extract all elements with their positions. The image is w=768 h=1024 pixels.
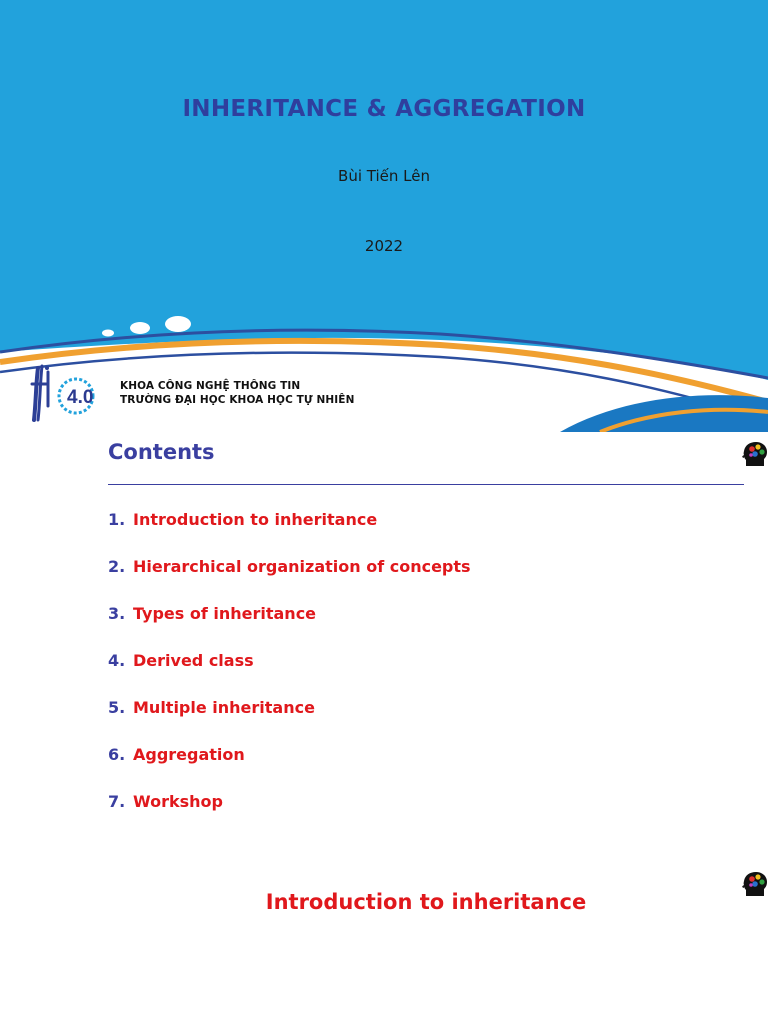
contents-slide (0, 432, 768, 844)
contents-link[interactable]: Workshop (133, 792, 223, 811)
section-slide (0, 844, 768, 1024)
presentation-year: 2022 (364, 237, 404, 255)
faculty-line-1: KHOA CÔNG NGHỆ THÔNG TIN (120, 380, 301, 392)
contents-link[interactable]: Hierarchical organization of concepts (133, 557, 471, 576)
contents-link[interactable]: Multiple inheritance (133, 698, 315, 717)
title-background (0, 0, 768, 432)
heading-divider (108, 484, 744, 485)
list-item[interactable]: 5. Multiple inheritance (108, 698, 315, 717)
list-item[interactable]: 4. Derived class (108, 651, 254, 670)
fit-logo-icon (28, 362, 104, 424)
contents-link[interactable]: Types of inheritance (133, 604, 317, 623)
faculty-line-2: TRƯỜNG ĐẠI HỌC KHOA HỌC TỰ NHIÊN (120, 394, 355, 406)
list-item[interactable]: 2. Hierarchical organization of concepts (108, 557, 471, 576)
author-name: Bùi Tiến Lên (338, 167, 430, 185)
logo-text: 4.0 (67, 387, 94, 408)
list-item[interactable]: 1. Introduction to inheritance (108, 510, 378, 529)
contents-heading: Contents (108, 440, 215, 464)
list-item[interactable]: 3. Types of inheritance (108, 604, 317, 623)
list-item[interactable]: 6. Aggregation (108, 745, 245, 764)
contents-link[interactable]: Aggregation (133, 745, 245, 764)
head-with-gears-icon (742, 440, 768, 468)
faculty-name (120, 379, 354, 407)
section-heading: Introduction to inheritance (265, 890, 587, 914)
contents-link[interactable]: Introduction to inheritance (133, 510, 378, 529)
list-item[interactable]: 7. Workshop (108, 792, 223, 811)
presentation-title: INHERITANCE & AGGREGATION (182, 96, 586, 122)
title-slide (0, 0, 768, 432)
table-of-contents (108, 510, 471, 839)
contents-link[interactable]: Derived class (133, 651, 254, 670)
